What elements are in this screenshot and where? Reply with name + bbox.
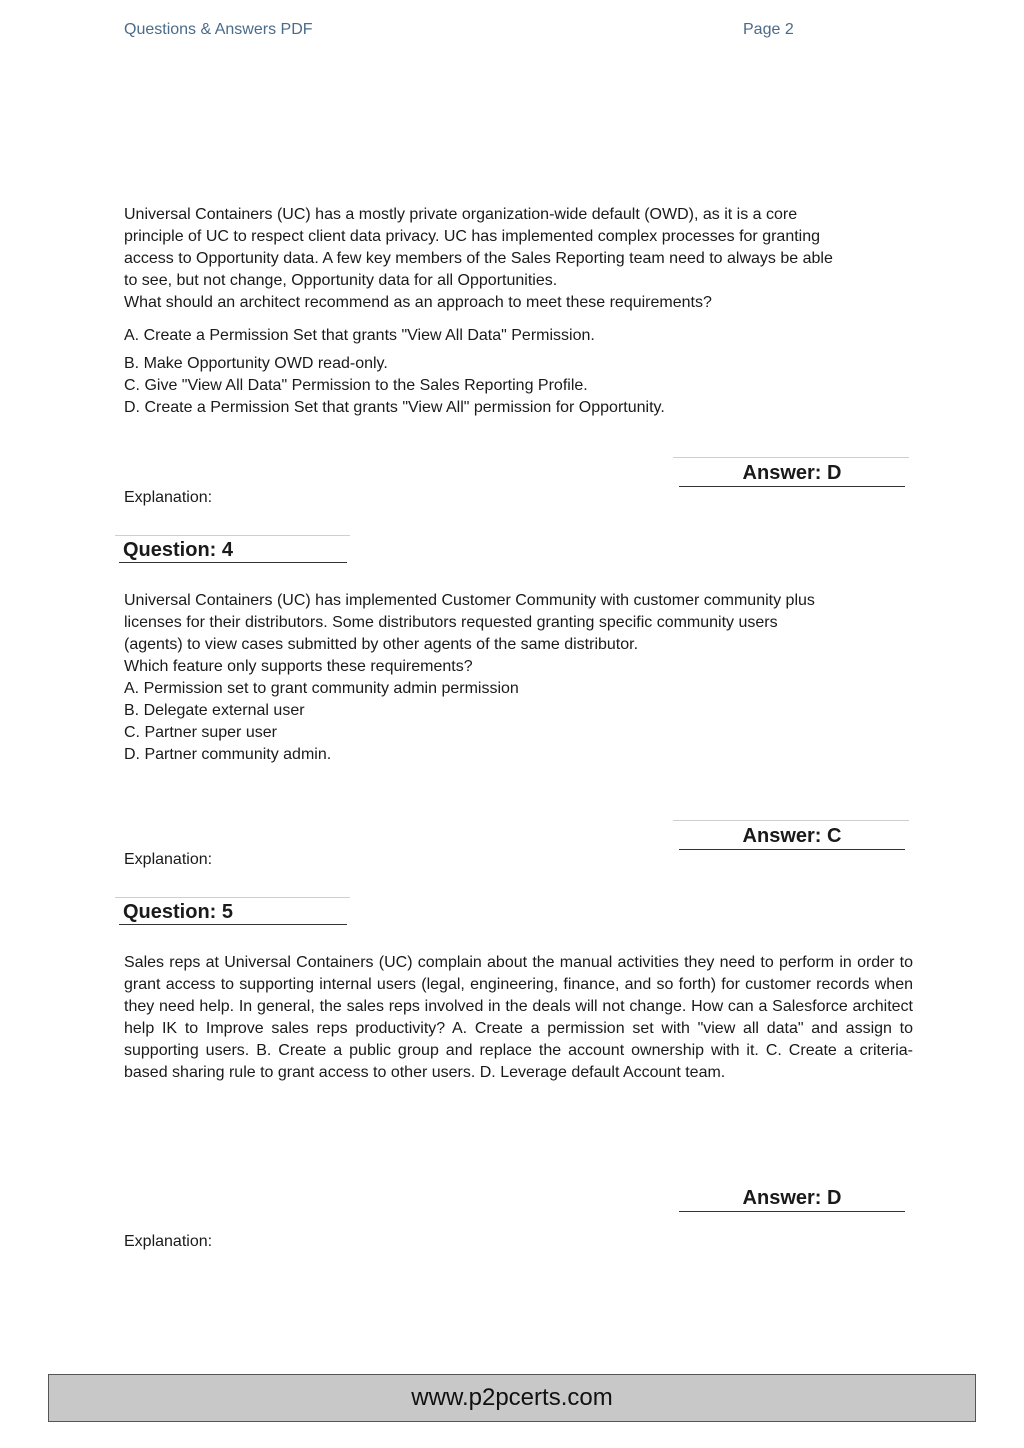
q3-stem-line: access to Opportunity data. A few key members of the Sales Reporting team need to always be able bbox=[124, 250, 833, 267]
q4-line: B. Delegate external user bbox=[124, 702, 305, 719]
q3-stem-line: principle of UC to respect client data privacy. UC has implemented complex processes for granting bbox=[124, 228, 821, 245]
page-number: Page 2 bbox=[743, 21, 794, 38]
q3-answer: Answer: D bbox=[679, 461, 905, 487]
q4-answer: Answer: C bbox=[679, 824, 905, 850]
q4-line: A. Permission set to grant community admin permission bbox=[124, 680, 519, 697]
q3-explanation: Explanation: bbox=[124, 489, 213, 506]
q3-stem-line: What should an architect recommend as an approach to meet these requirements? bbox=[124, 294, 712, 311]
q4-answer-box bbox=[673, 820, 909, 847]
q4-heading: Question: 4 bbox=[119, 538, 347, 563]
header-title: Questions & Answers PDF bbox=[124, 21, 313, 38]
q3-option-a: A. Create a Permission Set that grants "View All Data" Permission. bbox=[124, 327, 595, 344]
q5-heading-box bbox=[115, 897, 350, 923]
q3-options bbox=[124, 353, 914, 419]
q5-explanation: Explanation: bbox=[124, 1233, 213, 1250]
q4-line: C. Partner super user bbox=[124, 724, 277, 741]
q4-heading-box bbox=[115, 535, 350, 561]
q4-body bbox=[124, 590, 914, 766]
q5-heading: Question: 5 bbox=[119, 900, 347, 925]
q3-stem-line: Universal Containers (UC) has a mostly private organization-wide default (OWD), as it is a core bbox=[124, 206, 798, 223]
q3-answer-box bbox=[673, 457, 909, 484]
q3-option-d: D. Create a Permission Set that grants "View All" permission for Opportunity. bbox=[124, 399, 665, 416]
q4-line: (agents) to view cases submitted by other agents of the same distributor. bbox=[124, 636, 639, 653]
q4-line: D. Partner community admin. bbox=[124, 746, 332, 763]
q5-body: Sales reps at Universal Containers (UC) complain about the manual activities they need to perform in order to grant access to supporting internal users (legal, engineering, finance, and so forth) for customer records when they need help. In general, the sales reps involved in the deals will not change. How can a Salesforce architect help IK to Improve sales reps productivity? A. Create a permission set with "view all data" and assign to supporting users. B. Create a public group and replace the account ownership with it. C. Create a criteria-based sharing rule to grant access to other users. D. Leverage default Account team. bbox=[124, 954, 913, 1081]
q3-option-b: B. Make Opportunity OWD read-only. bbox=[124, 355, 388, 372]
q4-line: licenses for their distributors. Some distributors requested granting specific community users bbox=[124, 614, 778, 631]
q3-stem-line: to see, but not change, Opportunity data for all Opportunities. bbox=[124, 272, 558, 289]
footer-banner bbox=[48, 1374, 976, 1422]
q4-line: Which feature only supports these requirements? bbox=[124, 658, 473, 675]
q3-option-c: C. Give "View All Data" Permission to the Sales Reporting Profile. bbox=[124, 377, 588, 394]
q5-answer: Answer: D bbox=[679, 1186, 905, 1212]
q3-stem bbox=[124, 204, 914, 314]
q4-line: Universal Containers (UC) has implemented Customer Community with customer community plus bbox=[124, 592, 815, 609]
q4-explanation: Explanation: bbox=[124, 851, 213, 868]
footer-url[interactable]: www.p2pcerts.com bbox=[411, 1384, 613, 1411]
